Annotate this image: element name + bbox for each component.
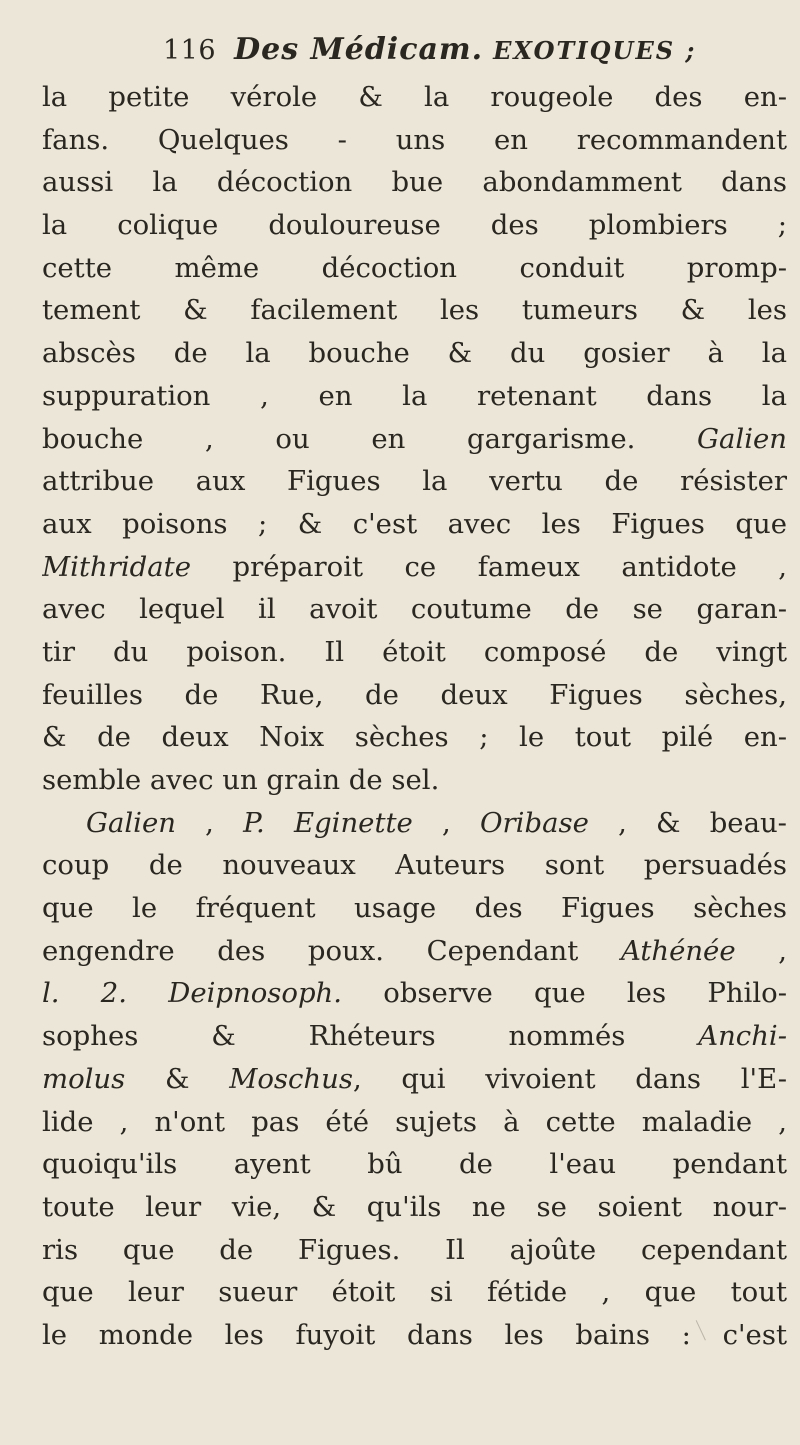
- text-line: [42, 375, 787, 418]
- text-line: [42, 503, 787, 546]
- text-segment: la colique douloureuse des plombiers ;: [42, 209, 787, 242]
- text-segment: que leur sueur étoit si fétide , que tout: [42, 1276, 787, 1309]
- text-line: [42, 1143, 787, 1186]
- page-number: 116: [163, 35, 217, 66]
- text-line: [42, 759, 787, 802]
- text-line: [42, 1101, 787, 1144]
- text-line: [42, 844, 787, 887]
- italic-name: Galien: [86, 806, 176, 839]
- text-segment: sophes & Rhéteurs nommés: [42, 1020, 699, 1053]
- text-line: [42, 161, 787, 204]
- italic-name: molus: [42, 1062, 126, 1095]
- text-segment: que le fréquent usage des Figues sèches: [42, 892, 787, 925]
- header-subtitle: EXOTIQUES ;: [493, 36, 697, 65]
- text-segment: cette même décoction conduit promp-: [42, 251, 787, 284]
- text-line: [42, 332, 787, 375]
- text-line: [42, 588, 787, 631]
- text-segment: la petite vérole & la rougeole des en-: [42, 81, 787, 113]
- italic-name: Anchi-: [698, 1020, 787, 1053]
- text-line: [42, 204, 787, 247]
- italic-name: l. 2. Deipnosoph.: [42, 977, 343, 1010]
- text-line: [42, 247, 787, 290]
- text-line: [42, 289, 787, 332]
- text-line: [42, 674, 787, 717]
- text-segment: , qui vivoient dans l'E-: [352, 1062, 787, 1095]
- text-segment: le monde les fuyoit dans les bains : c'est: [42, 1318, 787, 1351]
- text-segment: lide , n'ont pas été sujets à cette maladie ,: [42, 1105, 787, 1138]
- text-line: [42, 460, 787, 503]
- text-segment: toute leur vie, & qu'ils ne se soient nour-: [42, 1190, 787, 1223]
- text-line: [42, 1015, 787, 1058]
- text-segment: tir du poison. Il étoit composé de vingt: [42, 635, 787, 668]
- text-segment: attribue aux Figues la vertu de résister: [42, 465, 787, 498]
- text-line: [42, 802, 787, 845]
- text-line: [42, 716, 787, 759]
- text-segment: aussi la décoction bue abondamment dans: [42, 166, 787, 199]
- text-segment: engendre des poux. Cependant: [42, 934, 621, 967]
- body-text: [42, 76, 787, 1357]
- italic-name: Galien: [697, 422, 787, 455]
- text-line: [42, 930, 787, 973]
- text-segment: ,: [175, 806, 244, 839]
- text-segment: coup de nouveaux Auteurs sont persuadés: [42, 849, 787, 882]
- text-line: [42, 1271, 787, 1314]
- text-segment: ,: [735, 934, 787, 967]
- italic-name: P. Eginette: [243, 806, 413, 839]
- text-line: [42, 119, 787, 162]
- text-segment: quoiqu'ils ayent bû de l'eau pendant: [42, 1148, 787, 1181]
- text-line: [42, 1186, 787, 1229]
- text-segment: observe que les Philo-: [342, 977, 787, 1010]
- text-segment: suppuration , en la retenant dans la: [42, 379, 787, 412]
- text-segment: fans. Quelques - uns en recommandent: [42, 123, 787, 156]
- text-segment: &: [125, 1062, 230, 1095]
- text-line: [42, 418, 787, 461]
- text-segment: & de deux Noix sèches ; le tout pilé en-: [42, 721, 787, 754]
- text-line: [42, 1058, 787, 1101]
- header-title: Des Médicam.: [234, 32, 484, 67]
- italic-name: Athénée: [620, 934, 736, 967]
- text-segment: semble avec un grain de sel.: [42, 764, 440, 796]
- text-segment: , & beau-: [588, 806, 787, 839]
- text-segment: abscès de la bouche & du gosier à la: [42, 337, 787, 370]
- text-line: [42, 1229, 787, 1272]
- text-segment: ris que de Figues. Il ajoûte cependant: [42, 1233, 787, 1266]
- text-line: [42, 76, 787, 119]
- italic-name: Moschus: [229, 1062, 353, 1095]
- text-line: [42, 546, 787, 589]
- italic-name: Oribase: [479, 806, 589, 839]
- running-header: [163, 30, 696, 71]
- text-line: [42, 631, 787, 674]
- text-line: [42, 972, 787, 1015]
- text-line: [42, 887, 787, 930]
- text-segment: ,: [412, 806, 480, 839]
- italic-name: Mithridate: [42, 550, 191, 583]
- text-segment: préparoit ce fameux antidote ,: [190, 550, 787, 583]
- text-segment: avec lequel il avoit coutume de se garan-: [42, 593, 787, 626]
- text-segment: tement & facilement les tumeurs & les: [42, 294, 787, 327]
- text-segment: feuilles de Rue, de deux Figues sèches,: [42, 678, 787, 711]
- text-segment: bouche , ou en gargarisme.: [42, 422, 698, 455]
- text-segment: aux poisons ; & c'est avec les Figues que: [42, 507, 787, 540]
- text-line: [42, 1314, 787, 1357]
